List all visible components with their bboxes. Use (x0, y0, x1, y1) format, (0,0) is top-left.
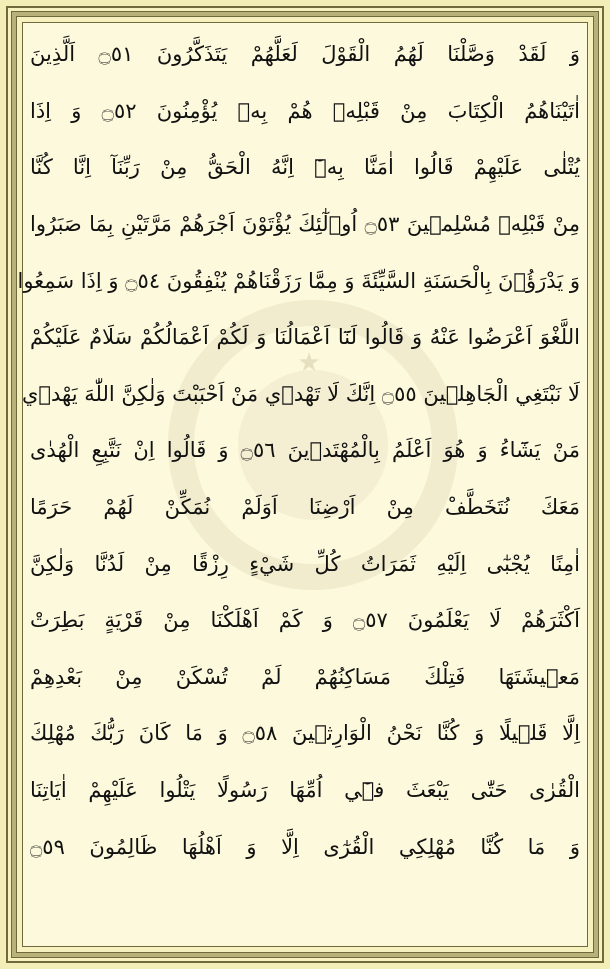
verse-line: مِنْ قَبْلِه۪ مُسْلِم۪ينَ ۝٥٣ اُو۬لٰٓئِكَ يُؤْتَوْنَ اَجْرَهُمْ مَرَّتَيْنِ بِمَا صَبَرُوا (30, 212, 580, 237)
verse-line: الْقُرٰى حَتّٰى يَبْعَثَ ف۪ٓي اُمِّهَا رَسُولًا يَتْلُوا عَلَيْهِمْ اٰيَاتِنَا (30, 778, 580, 803)
verse-line: مَع۪يشَتَهَا فَتِلْكَ مَسَاكِنُهُمْ لَمْ تُسْكَنْ مِنْ بَعْدِهِمْ (30, 664, 580, 689)
verse-line: مَنْ يَشَٓاءُ وَ هُوَ اَعْلَمُ بِالْمُهْتَد۪ينَ ۝٥٦ وَ قَالُوا اِنْ نَتَّبِعِ الْهُدٰى (30, 438, 580, 463)
verse-line: يُتْلٰى عَلَيْهِمْ قَالُوا اٰمَنَّا بِه۪ٓ اِنَّهُ الْحَقُّ مِنْ رَبِّنَآ اِنَّا كُنَّا (30, 155, 580, 180)
verse-line: وَ لَقَدْ وَصَّلْنَا لَهُمُ الْقَوْلَ لَعَلَّهُمْ يَتَذَكَّرُونَ ۝٥١ اَلَّذِينَ (30, 42, 580, 67)
verse-line: اِلَّا قَل۪يلًا وَ كُنَّا نَحْنُ الْوَارِث۪ينَ ۝٥٨ وَ مَا كَانَ رَبُّكَ مُهْلِكَ (30, 721, 580, 746)
verse-line: مَعَكَ نُتَخَطَّفْ مِنْ اَرْضِنَا اَوَلَمْ نُمَكِّنْ لَهُمْ حَرَمًا (30, 495, 580, 520)
verse-line: اَكْثَرَهُمْ لَا يَعْلَمُونَ ۝٥٧ وَ كَمْ اَهْلَكْنَا مِنْ قَرْيَةٍ بَطِرَتْ (30, 608, 580, 633)
verse-line: وَ يَدْرَؤُ۫نَ بِالْحَسَنَةِ السَّيِّئَةَ وَ مِمَّا رَزَقْنَاهُمْ يُنْفِقُونَ ۝٥٤ وَ اِذَا سَمِعُوا (17, 268, 580, 293)
verse-line: لَا نَبْتَغِي الْجَاهِل۪ينَ ۝٥٥ اِنَّكَ لَا تَهْد۪ي مَنْ اَحْبَبْتَ وَلٰكِنَّ اللّٰهَ يَهْد۪ي (21, 381, 580, 406)
verse-line: اٰمِنًا يُجْبٰٓى اِلَيْهِ ثَمَرَاتُ كُلِّ شَيْءٍ رِزْقًا مِنْ لَدُنَّا وَلٰكِنَّ (30, 551, 580, 576)
verse-line: اللَّغْوَ اَعْرَضُوا عَنْهُ وَ قَالُوا لَنَٓا اَعْمَالُنَا وَ لَكُمْ اَعْمَالُكُمْ سَلَامٌ عَلَيْكُمْ (30, 325, 580, 350)
verse-lines (17, 26, 581, 875)
star-icon: ★ (297, 348, 321, 378)
verse-line: اٰتَيْنَاهُمُ الْكِتَابَ مِنْ قَبْلِه۪ هُمْ بِه۪ يُؤْمِنُونَ ۝٥٢ وَ اِذَا (30, 98, 581, 123)
verse-line: وَ مَا كُنَّا مُهْلِكِي الْقُرٰٓى اِلَّا وَ اَهْلُهَا ظَالِمُونَ ۝٥٩ (30, 834, 580, 859)
